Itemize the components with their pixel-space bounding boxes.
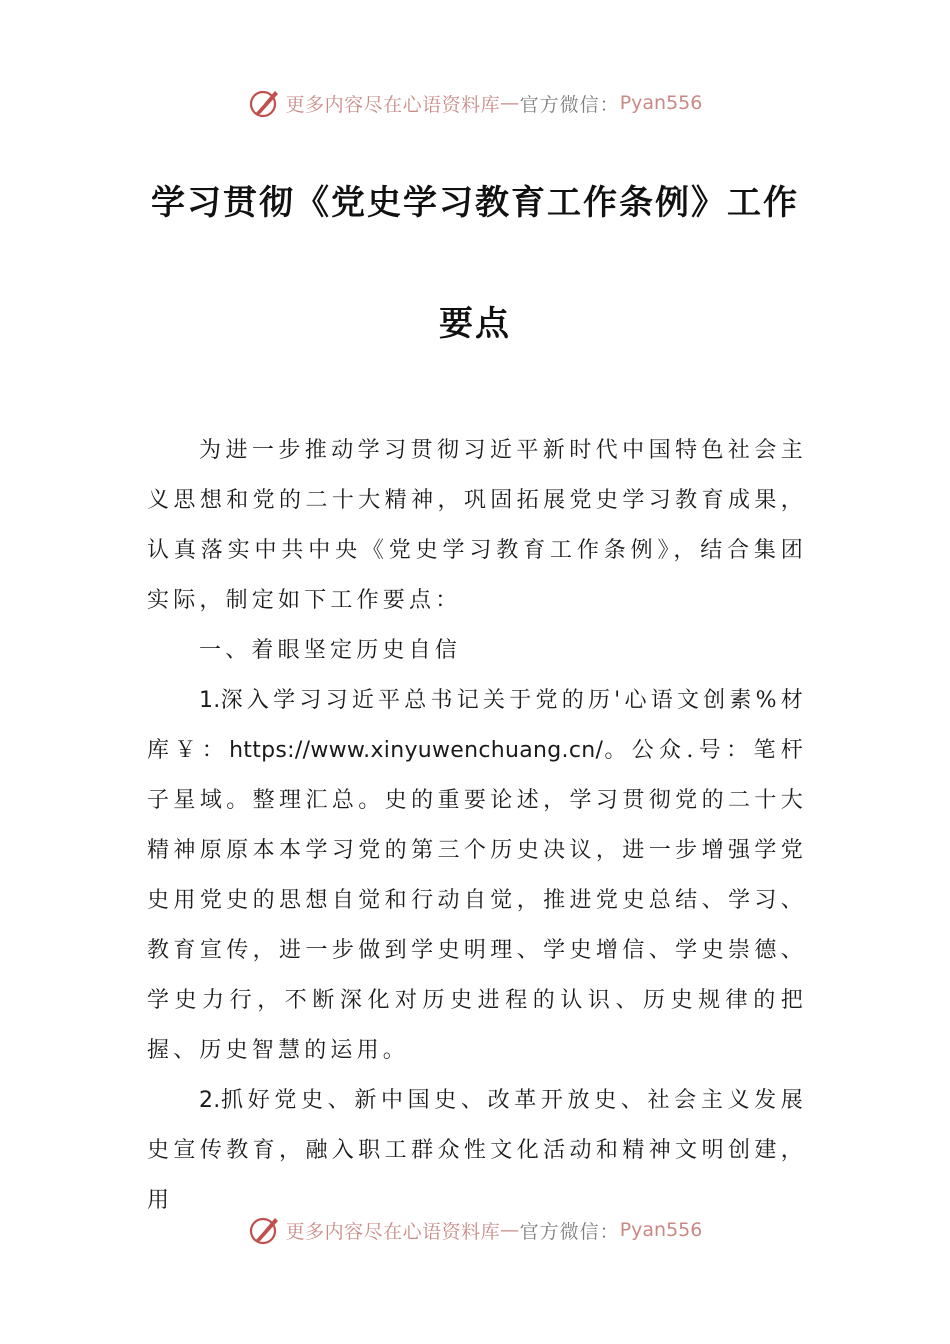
- document-body: [147, 426, 807, 1226]
- item-1-text-b: 。公众.号：笔杆子星域。整理汇总。史的重要论述，学习贯彻党的二十大精神原原本本学习党的第三个历史决议，进一步增强学党史用党史的思想自觉和行动自觉，推进党史总结、学习、教育宣传，进一步做到学史明理、学史增信、学史崇德、学史力行，不断深化对历史进程的认识、历史规律的把握、历史智慧的运用。: [147, 738, 808, 1063]
- section-heading: 一、着眼坚定历史自信: [199, 638, 462, 663]
- item-2-text: 抓好党史、新中国史、改革开放史、社会主义发展史宣传教育，融入职工群众性文化活动和精神文明创建，用: [147, 1088, 807, 1213]
- item-1-text-a: 深入学习习近平总书记关于党的历'心语文创素%材库￥：: [147, 688, 807, 763]
- quill-pen-logo-icon: [248, 86, 282, 120]
- wechat-id: Pyan556: [619, 1219, 703, 1241]
- banner-separator: —: [500, 92, 520, 114]
- wechat-label: 官方微信：: [519, 93, 620, 116]
- item-2-paragraph: [147, 1076, 807, 1226]
- document-title-line2: 要点: [439, 304, 511, 344]
- header-banner: [0, 83, 950, 123]
- item-1-paragraph: [147, 676, 807, 1076]
- item-number: 2.: [199, 1088, 221, 1113]
- quill-pen-logo-icon: [248, 1213, 282, 1247]
- footer-banner: [0, 1210, 950, 1250]
- watermark-url: https://www.xinyuwenchuang.cn/: [229, 738, 604, 763]
- wechat-id: Pyan556: [619, 92, 703, 114]
- document-title-line1: 学习贯彻《党史学习教育工作条例》工作: [151, 183, 799, 223]
- intro-paragraph: 为进一步推动学习贯彻习近平新时代中国特色社会主义思想和党的二十大精神，巩固拓展党史学习教育成果，认真落实中共中央《党史学习教育工作条例》，结合集团实际，制定如下工作要点：: [147, 438, 807, 613]
- promo-text: 更多内容尽在心语资料库: [285, 93, 501, 116]
- banner-separator: —: [500, 1219, 520, 1241]
- promo-text: 更多内容尽在心语资料库: [285, 1220, 501, 1243]
- item-number: 1.: [199, 688, 221, 713]
- wechat-label: 官方微信：: [519, 1220, 620, 1243]
